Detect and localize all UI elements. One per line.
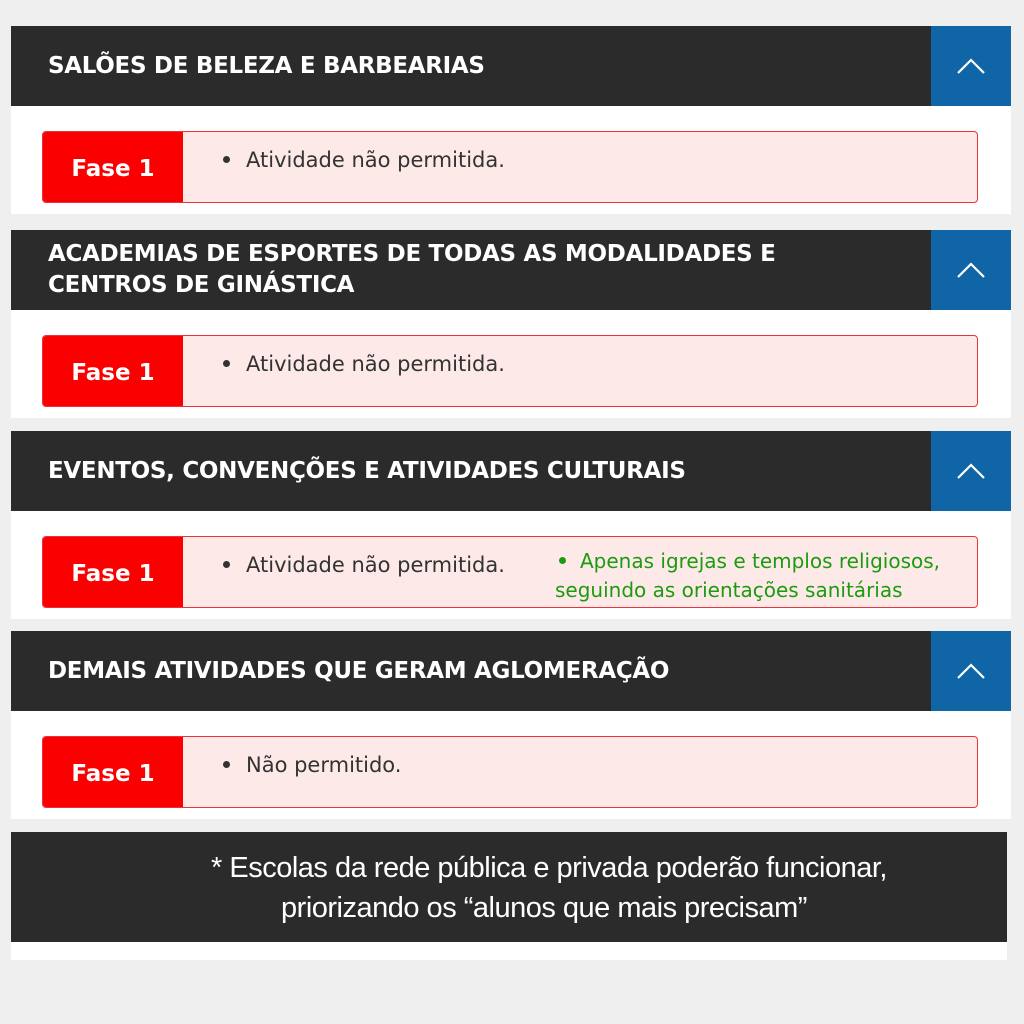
chevron-up-icon: [956, 662, 986, 680]
phase-rule-text: Atividade não permitida.: [246, 553, 505, 577]
phase-row: [42, 536, 978, 608]
phase-badge: Fase 1: [43, 336, 183, 406]
accordion-body: [11, 711, 1011, 819]
collapse-toggle-button[interactable]: [931, 230, 1011, 310]
bullet-dot-icon: [559, 557, 566, 564]
accordion-section-eventos: [11, 431, 1011, 619]
phase-rule-text: Atividade não permitida.: [246, 352, 505, 376]
exception-note-text: Apenas igrejas e templos religiosos, seguindo as orientações sanitárias: [555, 549, 940, 602]
chevron-up-icon: [956, 261, 986, 279]
accordion-section-academias: [11, 230, 1011, 418]
accordion-header[interactable]: [11, 431, 1011, 511]
footnote-line-2: priorizando os “alunos que mais precisam”: [281, 892, 807, 924]
footnote-line-1: * Escolas da rede pública e privada poderão funcionar,: [211, 852, 887, 884]
bullet-dot-icon: [223, 360, 230, 367]
section-title: SALÕES DE BELEZA E BARBEARIAS: [48, 52, 485, 79]
schools-footnote: [11, 832, 1007, 942]
phase-rule-text: Atividade não permitida.: [246, 148, 505, 172]
exception-note: [555, 547, 975, 605]
accordion-body: [11, 511, 1011, 619]
chevron-up-icon: [956, 57, 986, 75]
phase-rule: [223, 553, 505, 577]
phase-badge: Fase 1: [43, 132, 183, 202]
collapse-toggle-button[interactable]: [931, 631, 1011, 711]
chevron-up-icon: [956, 462, 986, 480]
section-title: DEMAIS ATIVIDADES QUE GERAM AGLOMERAÇÃO: [48, 657, 670, 684]
phase-rule: [223, 148, 505, 172]
phase-badge: Fase 1: [43, 737, 183, 807]
accordion-body: [11, 310, 1011, 418]
accordion-header[interactable]: [11, 230, 1011, 310]
phase-rule-text: Não permitido.: [246, 753, 402, 777]
collapse-toggle-button[interactable]: [931, 431, 1011, 511]
section-title: ACADEMIAS DE ESPORTES DE TODAS AS MODALIDADES E CENTROS DE GINÁSTICA: [48, 241, 776, 298]
phase-rule: [223, 352, 505, 376]
phase-row: [42, 131, 978, 203]
bullet-dot-icon: [223, 156, 230, 163]
accordion-body: [11, 106, 1011, 214]
bullet-dot-icon: [223, 761, 230, 768]
collapse-toggle-button[interactable]: [931, 26, 1011, 106]
accordion-header[interactable]: [11, 26, 1011, 106]
section-title: EVENTOS, CONVENÇÕES E ATIVIDADES CULTURAIS: [48, 457, 686, 484]
phase-rule: [223, 753, 401, 777]
footnote-bottom-strip: [11, 942, 1007, 960]
accordion-section-saloes: [11, 26, 1011, 214]
phase-row: [42, 736, 978, 808]
bullet-dot-icon: [223, 561, 230, 568]
phase-row: [42, 335, 978, 407]
phase-badge: Fase 1: [43, 537, 183, 607]
accordion-header[interactable]: [11, 631, 1011, 711]
accordion-section-demais: [11, 631, 1011, 819]
